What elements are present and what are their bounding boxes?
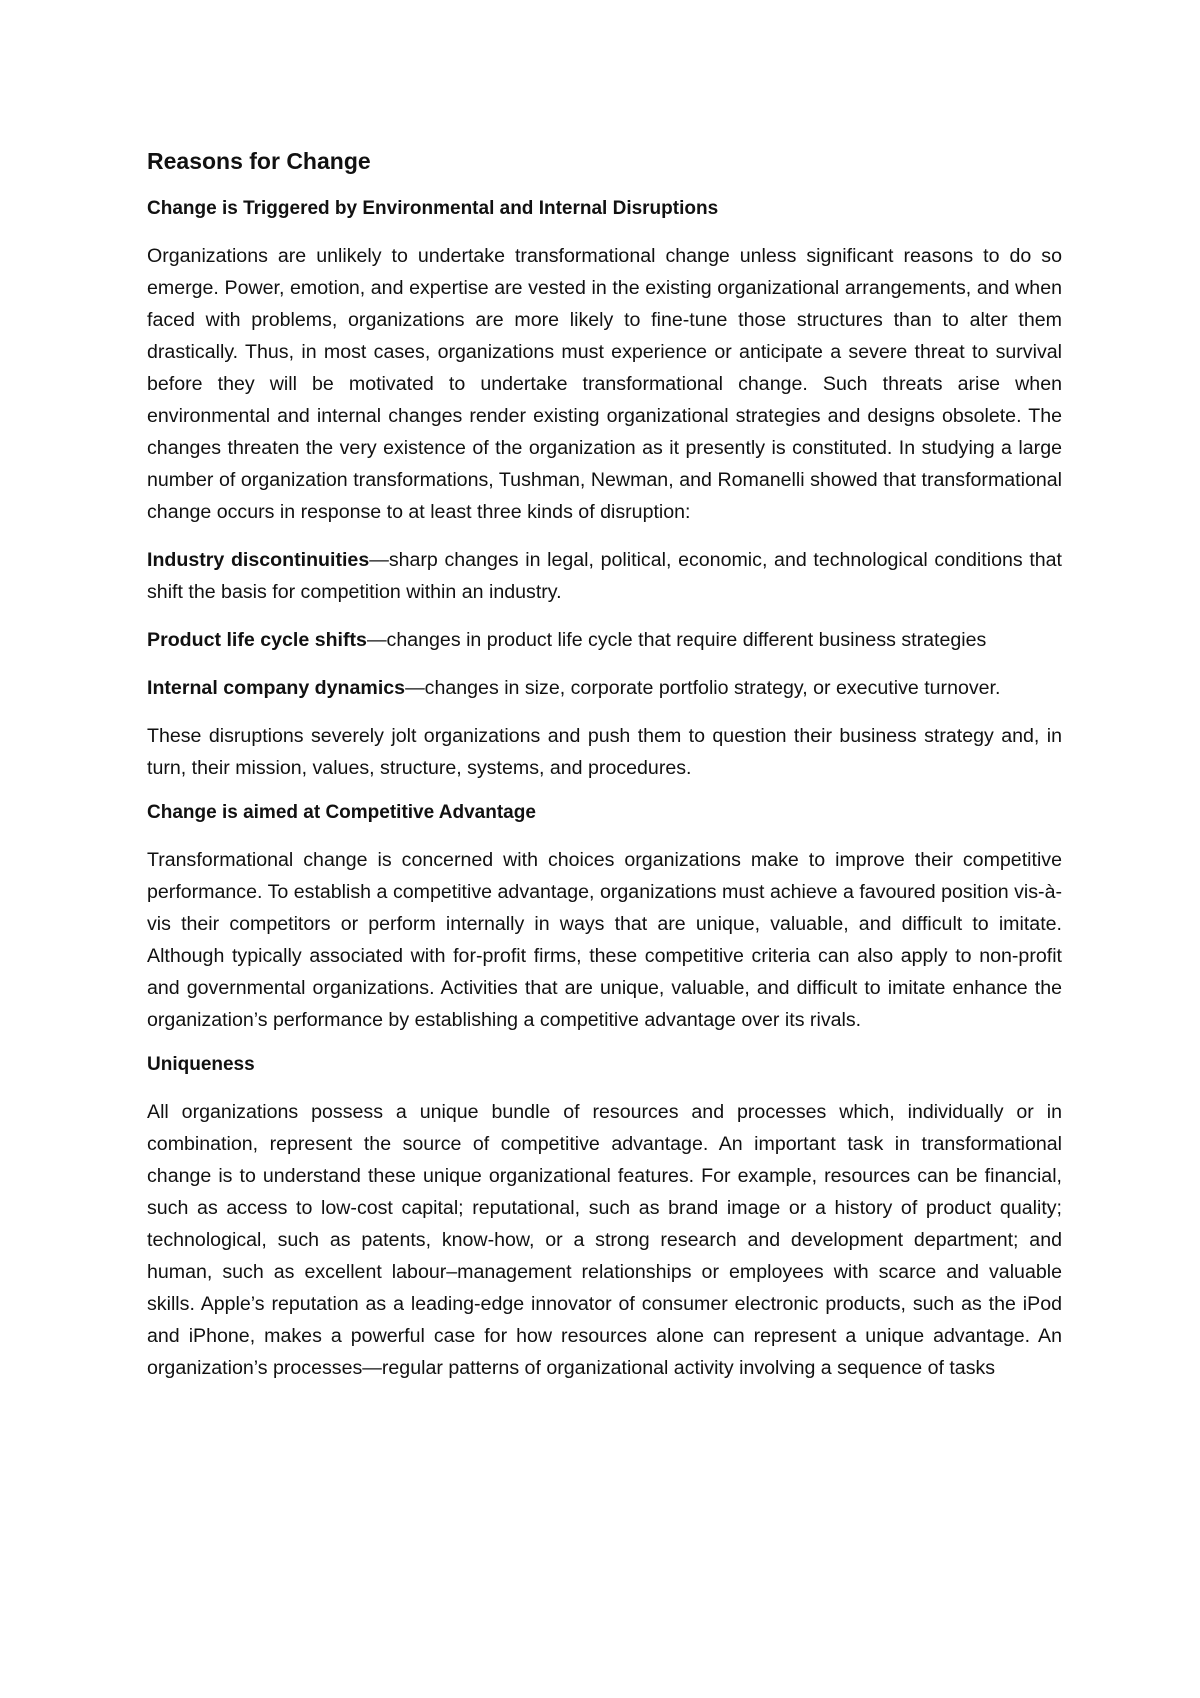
paragraph-competitive-advantage: Transformational change is concerned with choices organizations make to improve their competitive performance. To establish a competitive advantage, organizations must achieve a favoured position vis-à-vis their competitors or perform internally in ways that are unique, valuable, and difficult to imitate. Although typically associated with for-profit firms, these competitive criteria can also apply to non-profit and governmental organizations. Activities that are unique, valuable, and difficult to imitate enhance the organization’s performance by establishing a competitive advantage over its rivals. — [147, 849, 1062, 1031]
term-internal-company-dynamics: Internal company dynamics — [147, 677, 406, 699]
list-item-product-life-cycle-shifts — [147, 624, 1062, 656]
definition-internal-company-dynamics: —changes in size, corporate portfolio strategy, or executive turnover. — [405, 677, 1001, 699]
paragraph-disruptions-closing: These disruptions severely jolt organizations and push them to question their business strategy and, in turn, their mission, values, structure, systems, and procedures. — [147, 725, 1062, 779]
definition-industry-discontinuities: —sharp changes in legal, political, economic, and technological conditions that shift the basis for competition within an industry. — [147, 549, 1062, 603]
paragraph-uniqueness: All organizations possess a unique bundle of resources and processes which, individually or in combination, represent the source of competitive advantage. An important task in transformational change is to understand these unique organizational features. For example, resources can be financial, such as access to low-cost capital; reputational, such as brand image or a history of product quality; technological, such as patents, know-how, or a strong research and development department; and human, such as excellent labour–management relationships or employees with scarce and valuable skills. Apple’s reputation as a leading-edge innovator of consumer electronic products, such as the iPod and iPhone, makes a powerful case for how resources alone can represent a unique advantage. An organization’s processes—regular patterns of organizational activity involving a sequence of tasks — [147, 1101, 1062, 1379]
definition-product-life-cycle-shifts: —changes in product life cycle that require different business strategies — [366, 629, 987, 651]
document-page — [147, 146, 1062, 1400]
section-heading-disruptions: Change is Triggered by Environmental and Internal Disruptions — [147, 198, 719, 219]
paragraph-disruptions-intro: Organizations are unlikely to undertake transformational change unless significant reasons to do so emerge. Power, emotion, and expertise are vested in the existing organizational arrangements, and when faced with problems, organizations are more likely to fine-tune those structures than to alter them drastically. Thus, in most cases, organizations must experience or anticipate a severe threat to survival before they will be motivated to undertake transformational change. Such threats arise when environmental and internal changes render existing organizational strategies and designs obsolete. The changes threaten the very existence of the organization as it presently is constituted. In studying a large number of organization transformations, Tushman, Newman, and Romanelli showed that transformational change occurs in response to at least three kinds of disruption: — [147, 245, 1062, 523]
list-item-industry-discontinuities — [147, 544, 1062, 608]
term-product-life-cycle-shifts: Product life cycle shifts — [147, 629, 367, 651]
section-heading-competitive-advantage: Change is aimed at Competitive Advantage — [147, 802, 536, 823]
list-item-internal-company-dynamics — [147, 672, 1062, 704]
section-heading-uniqueness: Uniqueness — [147, 1054, 255, 1075]
term-industry-discontinuities: Industry discontinuities — [147, 549, 370, 571]
document-title: Reasons for Change — [147, 148, 371, 174]
